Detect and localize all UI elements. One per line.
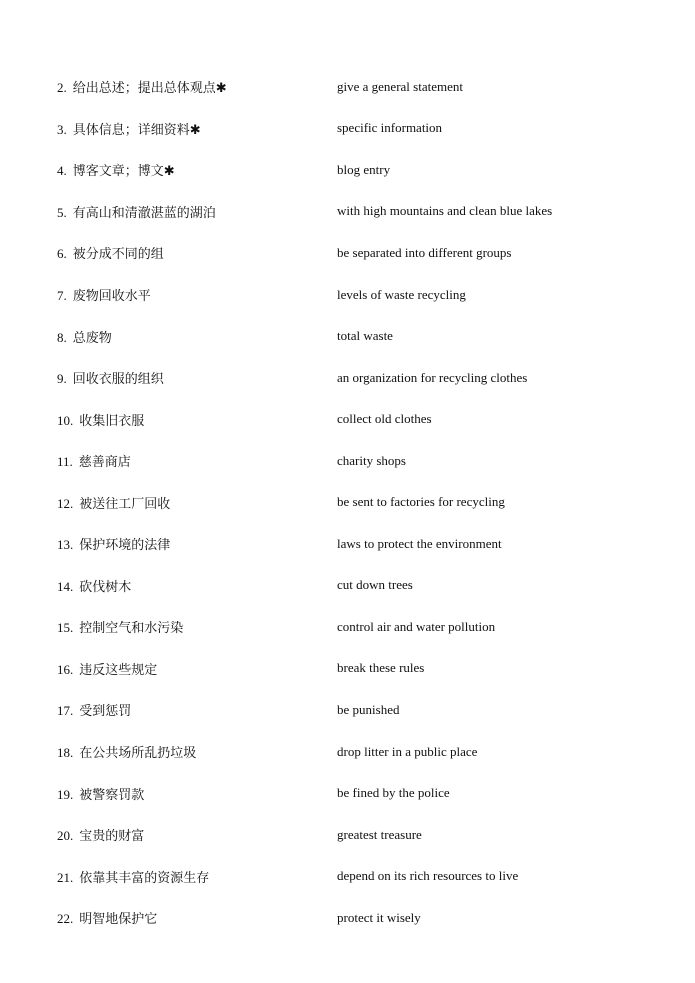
english-phrase: with high mountains and clean blue lakes bbox=[337, 203, 553, 219]
chinese-phrase: 18. 在公共场所乱扔垃圾 bbox=[57, 745, 197, 762]
item-number: 3. bbox=[57, 121, 67, 137]
english-phrase: protect it wisely bbox=[337, 909, 421, 925]
chinese-phrase: 13. 保护环境的法律 bbox=[57, 537, 171, 554]
chinese-phrase: 8. 总废物 bbox=[57, 329, 112, 346]
list-item bbox=[57, 232, 677, 274]
list-item bbox=[57, 855, 677, 897]
list-item bbox=[57, 565, 677, 607]
chinese-phrase: 9. 回收衣服的组织 bbox=[57, 371, 164, 388]
chinese-phrase: 22. 明智地保护它 bbox=[57, 911, 158, 928]
list-item bbox=[57, 398, 677, 440]
english-phrase: collect old clothes bbox=[337, 411, 432, 427]
english-phrase: specific information bbox=[337, 120, 443, 136]
list-item bbox=[57, 606, 677, 648]
english-phrase: be punished bbox=[337, 701, 400, 717]
english-phrase: charity shops bbox=[337, 452, 406, 468]
chinese-phrase: 19. 被警察罚款 bbox=[57, 786, 145, 803]
chinese-phrase: 20. 宝贵的财富 bbox=[57, 828, 145, 845]
list-item bbox=[57, 66, 677, 108]
item-number: 6. bbox=[57, 246, 67, 262]
chinese-phrase: 16. 违反这些规定 bbox=[57, 661, 158, 678]
list-item bbox=[57, 440, 677, 482]
list-item bbox=[57, 481, 677, 523]
chinese-phrase: 15. 控制空气和水污染 bbox=[57, 620, 184, 637]
chinese-phrase: 17. 受到惩罚 bbox=[57, 703, 132, 720]
english-phrase: be separated into different groups bbox=[337, 244, 512, 260]
chinese-phrase: 4. 博客文章；博文✱ bbox=[57, 163, 175, 180]
item-number: 2. bbox=[57, 80, 67, 96]
item-number: 11. bbox=[57, 454, 73, 470]
list-item bbox=[57, 149, 677, 191]
item-number: 15. bbox=[57, 620, 74, 636]
english-phrase: control air and water pollution bbox=[337, 618, 496, 634]
english-phrase: laws to protect the environment bbox=[337, 535, 502, 551]
chinese-phrase: 3. 具体信息；详细资料✱ bbox=[57, 121, 201, 138]
list-item bbox=[57, 814, 677, 856]
item-number: 4. bbox=[57, 163, 67, 179]
list-item bbox=[57, 689, 677, 731]
english-phrase: break these rules bbox=[337, 660, 425, 676]
english-phrase: give a general statement bbox=[337, 78, 463, 94]
chinese-phrase: 5. 有高山和清澈湛蓝的湖泊 bbox=[57, 204, 216, 221]
english-phrase: cut down trees bbox=[337, 577, 413, 593]
chinese-phrase: 10. 收集旧衣服 bbox=[57, 412, 145, 429]
english-phrase: total waste bbox=[337, 328, 393, 344]
english-phrase: be sent to factories for recycling bbox=[337, 494, 505, 510]
chinese-phrase: 6. 被分成不同的组 bbox=[57, 246, 164, 263]
english-phrase: levels of waste recycling bbox=[337, 286, 466, 302]
english-phrase: an organization for recycling clothes bbox=[337, 369, 528, 385]
item-number: 13. bbox=[57, 537, 74, 553]
list-item bbox=[57, 897, 677, 939]
item-number: 17. bbox=[57, 703, 74, 719]
vocabulary-list bbox=[57, 66, 677, 938]
item-number: 18. bbox=[57, 745, 74, 761]
english-phrase: drop litter in a public place bbox=[337, 743, 478, 759]
list-item bbox=[57, 274, 677, 316]
item-number: 9. bbox=[57, 371, 67, 387]
list-item bbox=[57, 731, 677, 773]
chinese-phrase: 2. 给出总述；提出总体观点✱ bbox=[57, 80, 227, 97]
item-number: 5. bbox=[57, 204, 67, 220]
item-number: 22. bbox=[57, 911, 74, 927]
list-item bbox=[57, 315, 677, 357]
english-phrase: greatest treasure bbox=[337, 826, 422, 842]
item-number: 21. bbox=[57, 869, 74, 885]
chinese-phrase: 11. 慈善商店 bbox=[57, 454, 131, 471]
chinese-phrase: 12. 被送往工厂回收 bbox=[57, 495, 171, 512]
list-item bbox=[57, 523, 677, 565]
chinese-phrase: 14. 砍伐树木 bbox=[57, 578, 132, 595]
item-number: 19. bbox=[57, 786, 74, 802]
list-item bbox=[57, 357, 677, 399]
list-item bbox=[57, 108, 677, 150]
item-number: 7. bbox=[57, 288, 67, 303]
english-phrase: depend on its rich resources to live bbox=[337, 868, 519, 884]
item-number: 12. bbox=[57, 495, 74, 511]
chinese-phrase: 7. 废物回收水平 bbox=[57, 288, 151, 304]
item-number: 14. bbox=[57, 578, 74, 594]
item-number: 16. bbox=[57, 661, 74, 677]
list-item bbox=[57, 772, 677, 814]
english-phrase: blog entry bbox=[337, 161, 391, 177]
list-item bbox=[57, 648, 677, 690]
item-number: 20. bbox=[57, 828, 74, 844]
item-number: 10. bbox=[57, 412, 74, 428]
chinese-phrase: 21. 依靠其丰富的资源生存 bbox=[57, 869, 210, 886]
english-phrase: be fined by the police bbox=[337, 785, 450, 801]
item-number: 8. bbox=[57, 329, 67, 345]
list-item bbox=[57, 191, 677, 233]
